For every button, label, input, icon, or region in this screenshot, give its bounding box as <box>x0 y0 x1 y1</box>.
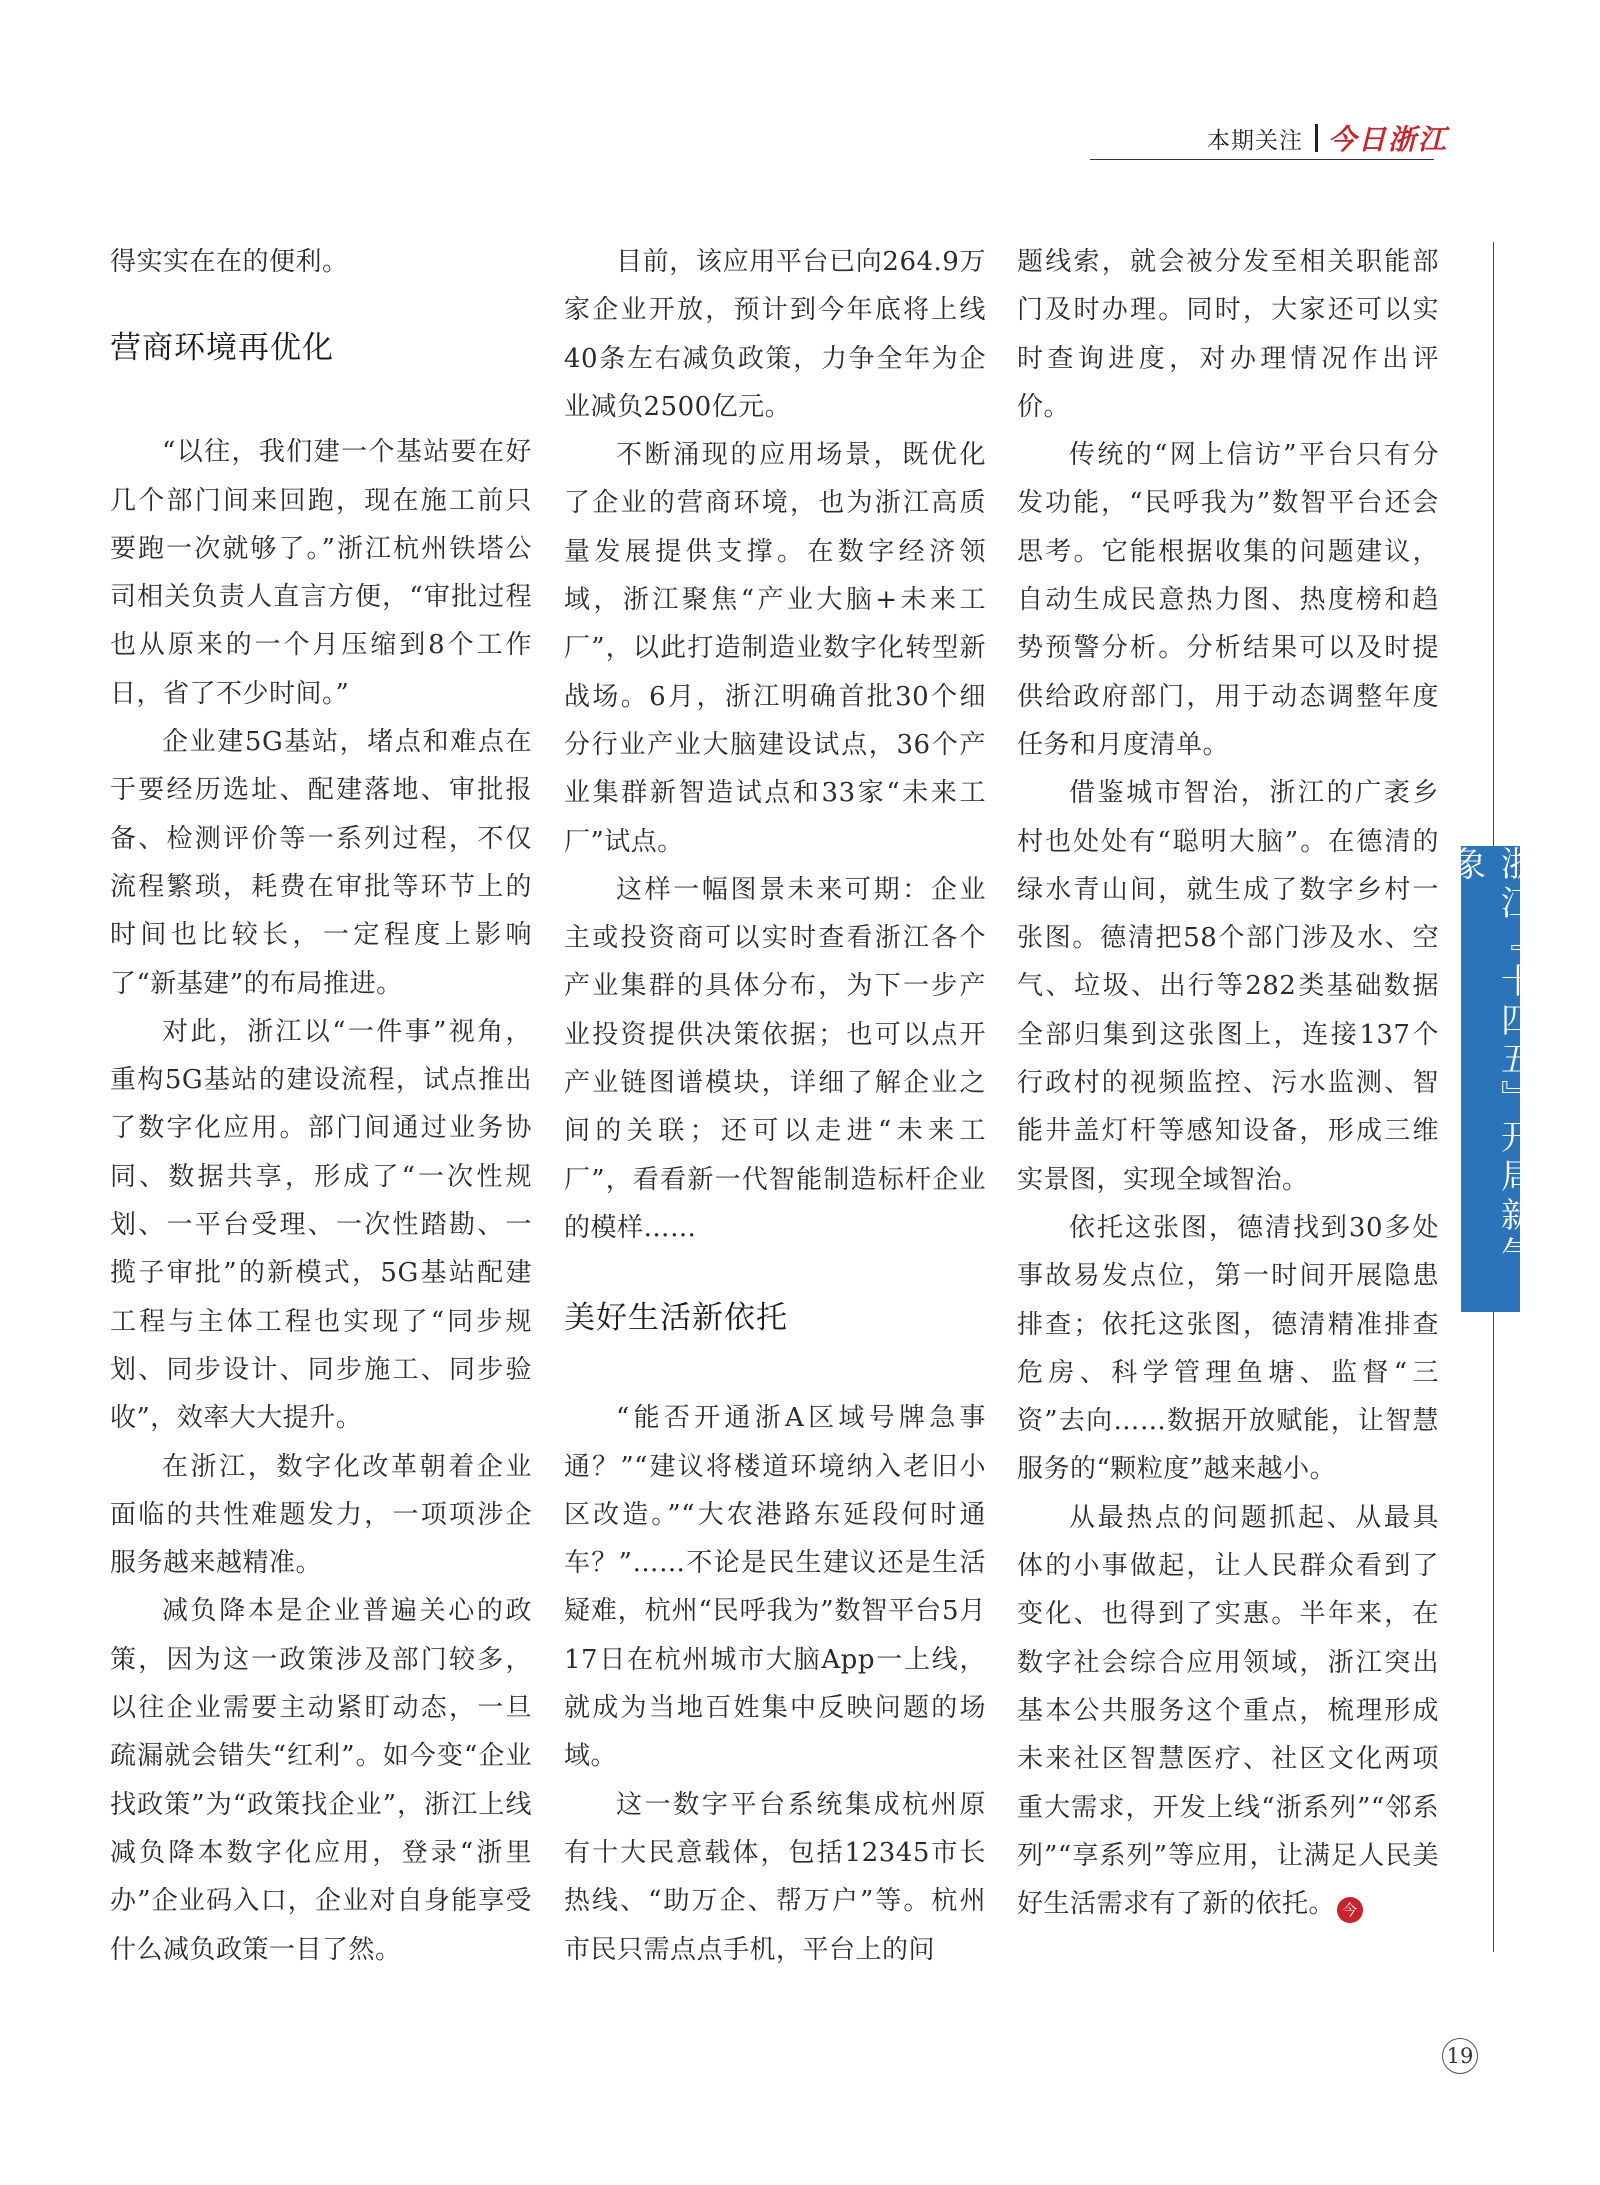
paragraph: 得实实在在的便利。 <box>110 247 349 277</box>
paragraph: 题线索，就会被分发至相关职能部门及时办理。同时，大家还可以实时查询进度，对办理情况作出评价。 <box>1017 247 1439 422</box>
page-number: 19 <box>1442 2038 1478 2074</box>
paragraph: 在浙江，数字化改革朝着企业面临的共性难题发力，一项项涉企服务越来越精准。 <box>110 1451 532 1579</box>
header-divider <box>1315 124 1318 152</box>
section-heading-business: 营商环境再优化 <box>110 330 334 367</box>
article-column-3 <box>1017 238 1439 1928</box>
side-banner-text: 浙江『十四五』开局新气象 <box>1445 846 1535 1275</box>
magazine-logo: 今日浙江 <box>1327 123 1448 156</box>
paragraph: 依托这张图，德清找到30多处事故易发点位，第一时间开展隐患排查；依托这张图，德清精准排查危房、科学管理鱼塘、监督“三资”去向……数据开放赋能，让智慧服务的“颗粒度”越来越小。 <box>1017 1212 1439 1485</box>
section-heading-life: 美好生活新依托 <box>564 1300 788 1337</box>
paragraph: 不断涌现的应用场景，既优化了企业的营商环境，也为浙江高质量发展提供支撑。在数字经济领域，浙江聚焦“产业大脑+未来工厂”，以此打造制造业数字化转型新战场。6月，浙江明确首批30个细分行业产业大脑建设试点，36个产业集群新智造试点和33家“未来工厂”试点。 <box>564 440 986 857</box>
paragraph: 对此，浙江以“一件事”视角，重构5G基站的建设流程，试点推出了数字化应用。部门间通过业务协同、数据共享，形成了“一次性规划、一平台受理、一次性踏勘、一揽子审批”的新模式，5G基站配建工程与主体工程也实现了“同步规划、同步设计、同步施工、同步验收”，效率大大提升。 <box>110 1016 532 1434</box>
paragraph: 借鉴城市智治，浙江的广袤乡村也处处有“聪明大脑”。在德清的绿水青山间，就生成了数字乡村一张图。德清把58个部门涉及水、空气、垃圾、出行等282类基础数据全部归集到这张图上，连接137个行政村的视频监控、污水监测、智能井盖灯杆等感知设备，形成三维实景图，实现全域智治。 <box>1017 778 1439 1195</box>
paragraph: 目前，该应用平台已向264.9万家企业开放，预计到今年底将上线40条左右减负政策，力争全年为企业减负2500亿元。 <box>564 247 986 422</box>
article-column-2 <box>564 238 986 1974</box>
paragraph: 传统的“网上信访”平台只有分发功能，“民呼我为”数智平台还会思考。它能根据收集的问题建议，自动生成民意热力图、热度榜和趋势预警分析。分析结果可以及时提供给政府部门，用于动态调整年度任务和月度清单。 <box>1017 440 1439 760</box>
paragraph: 这一数字平台系统集成杭州原有十大民意载体，包括12345市长热线、“助万企、帮万户”等。杭州市民只需点点手机，平台上的问 <box>564 1789 986 1965</box>
header-rule <box>1090 159 1434 160</box>
paragraph-final-text: 从最热点的问题抓起、从最具体的小事做起，让人民群众看到了变化、也得到了实惠。半年来，在数字社会综合应用领域，浙江突出基本公共服务这个重点，梳理形成未来社区智慧医疗、社区文化两项重大需求，开发上线“浙系列”“邻系列”“享系列”等应用，让满足人民美好生活需求有了新的依托。 <box>1017 1502 1439 1920</box>
paragraph: “能否开通浙A区域号牌急事通？”“建议将楼道环境纳入老旧小区改造。”“大农港路东延段何时通车？”……不论是民生建议还是生活疑难，杭州“民呼我为”数智平台5月17日在杭州城市大脑App一上线，就成为当地百姓集中反映问题的场域。 <box>564 1403 986 1772</box>
end-mark-icon: 今 <box>1337 1897 1363 1923</box>
paragraph: 这样一幅图景未来可期：企业主或投资商可以实时查看浙江各个产业集群的具体分布，为下一步产业投资提供决策依据；也可以点开产业链图谱模块，详细了解企业之间的关联；还可以走进“未来工厂”，看看新一代智能制造标杆企业的模样…… <box>564 874 986 1243</box>
paragraph: 减负降本是企业普遍关心的政策，因为这一政策涉及部门较多，以往企业需要主动紧盯动态，一旦疏漏就会错失“红利”。如今变“企业找政策”为“政策找企业”，浙江上线减负降本数字化应用，登录“浙里办”企业码入口，企业对自身能享受什么减负政策一目了然。 <box>110 1596 532 1965</box>
article-column-1 <box>110 238 532 1974</box>
side-banner <box>1445 846 1535 1312</box>
paragraph: 企业建5G基站，堵点和难点在于要经历选址、配建落地、审批报备、检测评价等一系列过程，不仅流程繁琐，耗费在审批等环节上的时间也比较长，一定程度上影响了“新基建”的布局推进。 <box>110 727 532 999</box>
paragraph-final <box>1017 1494 1439 1929</box>
section-label: 本期关注 <box>1206 127 1303 154</box>
page-header <box>1088 120 1448 156</box>
paragraph: “以往，我们建一个基站要在好几个部门间来回跑，现在施工前只要跑一次就够了。”浙江杭州铁塔公司相关负责人直言方便，“审批过程也从原来的一个月压缩到8个工作日，省了不少时间。” <box>110 437 532 709</box>
